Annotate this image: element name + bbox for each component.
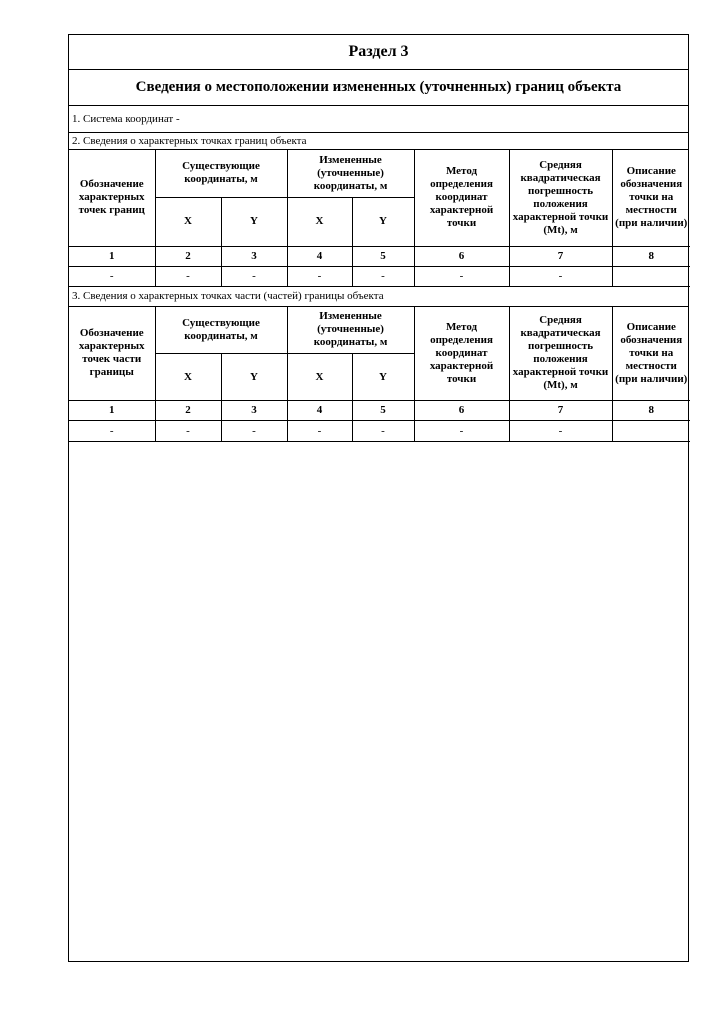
table2-header-changed: Измененные (уточненные) координаты, м: [287, 307, 414, 354]
table1-header-designation: Обозначение характерных точек границ: [69, 150, 155, 246]
table2-part-boundary-points: [69, 307, 690, 443]
table1-col-num: 5: [352, 246, 414, 266]
table2-header-existing: Существующие координаты, м: [155, 307, 287, 354]
table2-header-description: Описание обозначения точки на местности (при наличии): [612, 307, 690, 401]
table1-col-num: 1: [69, 246, 155, 266]
table2-col-num: 2: [155, 401, 221, 421]
table2-cell: -: [509, 421, 612, 442]
table1-boundary-points: [69, 150, 690, 287]
table1-header-method: Метод определения координат характерной точки: [414, 150, 509, 246]
table2-cell: -: [69, 421, 155, 442]
table1-cell: -: [287, 266, 352, 286]
table1-col-num: 2: [155, 246, 221, 266]
table2-caption: [69, 287, 688, 307]
table1-cell: -: [69, 266, 155, 286]
document-frame: [68, 34, 689, 962]
table1-header-description: Описание обозначения точки на местности (при наличии): [612, 150, 690, 246]
table2-col-num: 3: [221, 401, 287, 421]
table2-col-num: 8: [612, 401, 690, 421]
table2-header-designation: Обозначение характерных точек части границы: [69, 307, 155, 401]
table2-header-method: Метод определения координат характерной точки: [414, 307, 509, 401]
table1-caption: [69, 133, 688, 150]
table2-col-num: 7: [509, 401, 612, 421]
table2-cell: -: [352, 421, 414, 442]
table1-cell: -: [155, 266, 221, 286]
table2-cell: -: [414, 421, 509, 442]
table-row: [69, 266, 690, 286]
table1-column-numbers: [69, 246, 690, 266]
table2-header-y-changed: Y: [352, 354, 414, 401]
table2-header-x-changed: X: [287, 354, 352, 401]
table2-cell: -: [287, 421, 352, 442]
table1-header-y-existing: Y: [221, 197, 287, 246]
table2-cell: [612, 421, 690, 442]
table1-header-x-existing: X: [155, 197, 221, 246]
section-title: Раздел 3: [69, 35, 688, 70]
table2-col-num: 6: [414, 401, 509, 421]
table2-header-y-existing: Y: [221, 354, 287, 401]
section-subtitle: Сведения о местоположении измененных (уточненных) границ объекта: [69, 70, 688, 106]
table1-col-num: 4: [287, 246, 352, 266]
table1-header-x-changed: X: [287, 197, 352, 246]
table2-cell: -: [221, 421, 287, 442]
table1-header-y-changed: Y: [352, 197, 414, 246]
table1-cell: -: [221, 266, 287, 286]
table2-header-error: Средняя квадратическая погрешность положения характерной точки (Mt), м: [509, 307, 612, 401]
table1-cell: -: [352, 266, 414, 286]
table2-caption-text: 3. Сведения о характерных точках части (частей) границы объекта: [72, 290, 384, 302]
table1-col-num: 7: [509, 246, 612, 266]
table2-col-num: 5: [352, 401, 414, 421]
table1-cell: [612, 266, 690, 286]
table1-col-num: 6: [414, 246, 509, 266]
table2-col-num: 1: [69, 401, 155, 421]
table1-cell: -: [509, 266, 612, 286]
table1-caption-text: 2. Сведения о характерных точках границ объекта: [72, 135, 307, 147]
table-row: [69, 421, 690, 442]
table1-col-num: 8: [612, 246, 690, 266]
coordinate-system-text: 1. Система координат -: [72, 113, 180, 125]
table2-col-num: 4: [287, 401, 352, 421]
table1-col-num: 3: [221, 246, 287, 266]
coordinate-system-row: [69, 106, 688, 133]
table2-header-x-existing: X: [155, 354, 221, 401]
table1-header-changed: Измененные (уточненные) координаты, м: [287, 150, 414, 197]
table1-header-existing: Существующие координаты, м: [155, 150, 287, 197]
table2-cell: -: [155, 421, 221, 442]
table2-column-numbers: [69, 401, 690, 421]
table1-header-error: Средняя квадратическая погрешность положения характерной точки (Mt), м: [509, 150, 612, 246]
table1-cell: -: [414, 266, 509, 286]
